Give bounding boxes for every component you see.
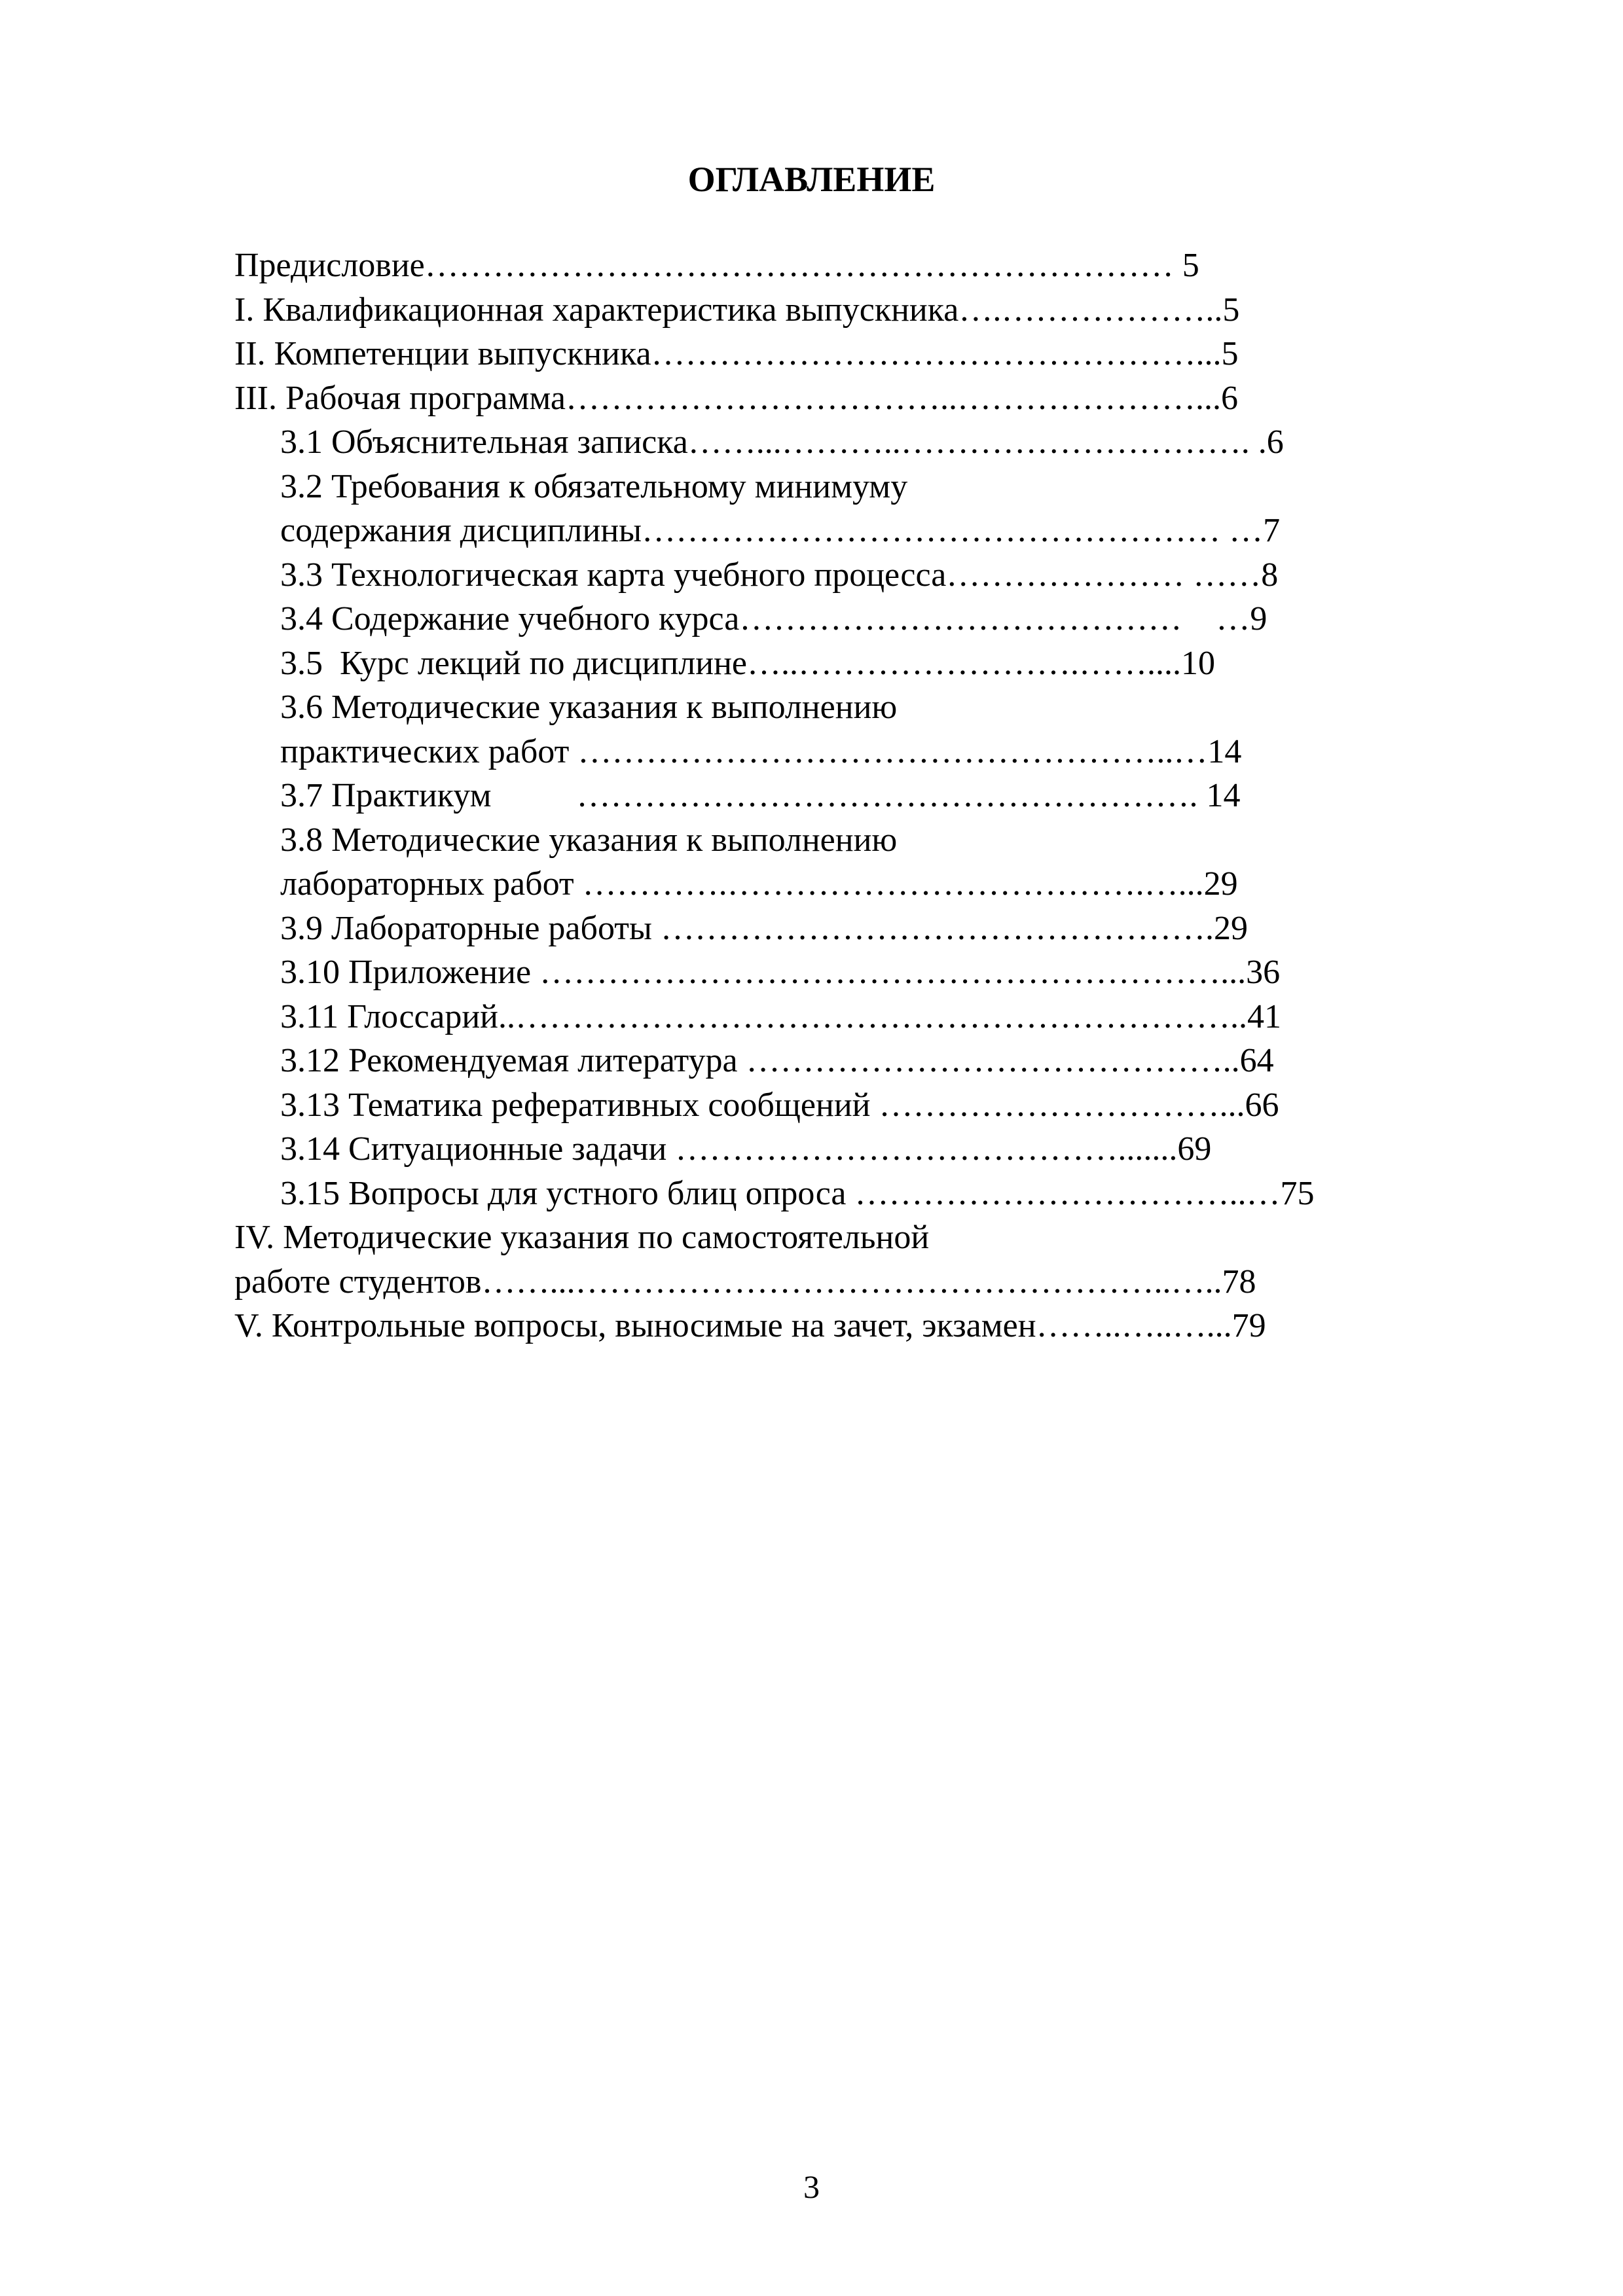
toc-entry — [234, 818, 1406, 863]
toc-entry-text: 3.15 Вопросы для устного блиц опроса ……………………………..…75 — [280, 1174, 1315, 1212]
toc-entry — [234, 376, 1406, 421]
toc-entry — [234, 862, 1406, 906]
toc-entry — [234, 906, 1406, 951]
toc-entry — [234, 465, 1406, 509]
toc-entry — [234, 288, 1406, 332]
toc-entry-text: практических работ ……………………………………………..…14 — [280, 732, 1242, 770]
toc-entry — [234, 509, 1406, 553]
toc-entry — [234, 950, 1406, 995]
toc-entry — [234, 1260, 1406, 1304]
toc-entry — [234, 730, 1406, 774]
toc-entry-text: 3.14 Ситуационные задачи ………………………………….......69 — [280, 1130, 1212, 1168]
toc-entry-text: лабораторных работ ………….……………………………….…...29 — [280, 865, 1238, 903]
toc-entry — [234, 1172, 1406, 1216]
toc-entry-text: 3.1 Объяснительная записка……...………..…………………………. .6 — [280, 423, 1284, 461]
toc-entry-text: III. Рабочая программа……………………………..…………………...6 — [234, 379, 1238, 417]
toc-entry-text: работе студентов……...……………………………………………..…..78 — [234, 1263, 1256, 1300]
toc-entry-text: V. Контрольные вопросы, выносимые на зачет, экзамен……..…..…...79 — [234, 1307, 1266, 1344]
page-title: ОГЛАВЛЕНИЕ — [687, 160, 936, 199]
toc-entry-text: I. Квалификационная характеристика выпускника….………………..5 — [234, 291, 1240, 329]
toc-entry — [234, 597, 1406, 641]
table-of-contents — [234, 243, 1406, 1348]
toc-entry — [234, 995, 1406, 1039]
toc-entry — [234, 420, 1406, 465]
toc-entry — [234, 553, 1406, 598]
toc-entry — [234, 1039, 1406, 1083]
toc-entry-text: 3.12 Рекомендуемая литература ……………………………………..64 — [280, 1042, 1274, 1079]
toc-entry — [234, 641, 1406, 686]
toc-entry-text: 3.8 Методические указания к выполнению — [280, 821, 898, 859]
toc-entry — [234, 1304, 1406, 1348]
toc-entry-text: 3.4 Содержание учебного курса………………………………… …9 — [280, 600, 1267, 637]
toc-entry-text: II. Компетенции выпускника…………………………………………...5 — [234, 335, 1239, 372]
toc-entry-text: 3.2 Требования к обязательному минимуму — [280, 467, 908, 505]
toc-entry-text: Предисловие………………………………………………………… 5 — [234, 247, 1199, 284]
toc-entry-text: 3.9 Лабораторные работы ………………………………………….29 — [280, 909, 1248, 947]
toc-entry-text: содержания дисциплины…………………………………………… …7 — [280, 512, 1281, 549]
toc-entry — [234, 243, 1406, 288]
toc-entry-text: 3.11 Глоссарий..………………………………………………………..41 — [280, 997, 1281, 1035]
toc-entry — [234, 1083, 1406, 1128]
page-number: 3 — [803, 2168, 820, 2205]
toc-entry — [234, 774, 1406, 818]
toc-entry — [234, 332, 1406, 376]
toc-entry-text: 3.13 Тематика реферативных сообщений …………………………...66 — [280, 1086, 1279, 1124]
toc-entry-text: 3.6 Методические указания к выполнению — [280, 689, 898, 726]
toc-entry — [234, 1127, 1406, 1172]
toc-entry-text: 3.5 Курс лекций по дисциплине…..…………………….……....10 — [280, 644, 1215, 682]
toc-entry-text: IV. Методические указания по самостоятельной — [234, 1219, 930, 1256]
toc-entry — [234, 1215, 1406, 1260]
toc-entry — [234, 685, 1406, 730]
toc-entry-text: 3.10 Приложение ……………………………………………………...36 — [280, 954, 1281, 991]
toc-entry-text: 3.3 Технологическая карта учебного процесса………………… ……8 — [280, 556, 1279, 594]
toc-entry-text: 3.7 Практикум ………………………………………………. 14 — [280, 777, 1241, 814]
